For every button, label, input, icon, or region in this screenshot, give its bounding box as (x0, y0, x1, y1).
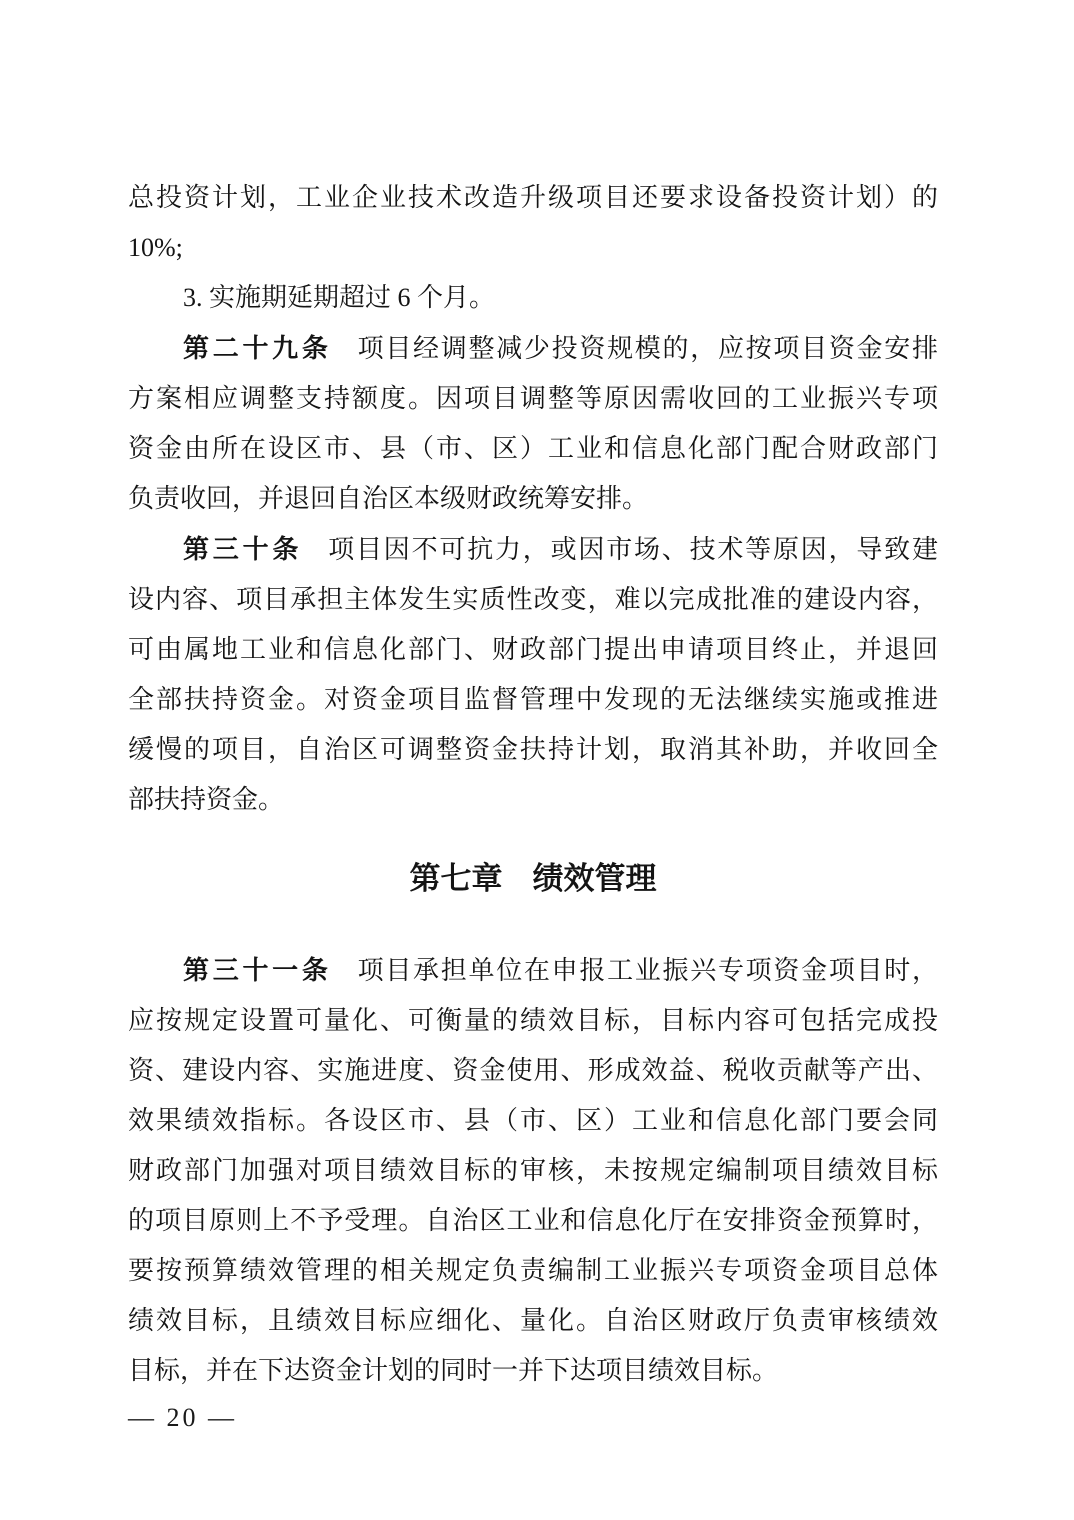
line-text: 效果绩效指标。各设区市、县（市、区）工业和信息化部门要会同 (128, 1106, 938, 1135)
line-text: 全部扶持资金。对资金项目监督管理中发现的无法继续实施或推进 (128, 685, 938, 714)
line-text: 资金由所在设区市、县（市、区）工业和信息化部门配合财政部门 (128, 434, 938, 463)
text-line (128, 1046, 938, 1096)
text-line (128, 1196, 938, 1246)
article-line (128, 323, 938, 374)
article-number: 第三十一条 (183, 955, 332, 985)
line-text: 部扶持资金。 (128, 785, 285, 814)
text-line (128, 675, 938, 725)
article-line (128, 524, 938, 575)
line-text: 财政部门加强对项目绩效目标的审核，未按规定编制项目绩效目标 (128, 1156, 938, 1185)
text-line (128, 424, 938, 474)
line-text: 可由属地工业和信息化部门、财政部门提出申请项目终止，并退回 (128, 635, 938, 664)
line-text: 资、建设内容、实施进度、资金使用、形成效益、税收贡献等产出、 (128, 1056, 938, 1085)
line-text: 项目承担单位在申报工业振兴专项资金项目时， (357, 956, 938, 985)
text-line (128, 725, 938, 775)
text-line (128, 775, 938, 825)
article-line (128, 945, 938, 996)
line-text: 方案相应调整支持额度。因项目调整等原因需收回的工业振兴专项 (128, 384, 938, 413)
line-text: 总投资计划，工业企业技术改造升级项目还要求设备投资计划）的 (128, 183, 938, 212)
text-line (128, 374, 938, 424)
text-line (128, 173, 938, 223)
chapter-title: 绩效管理 (532, 861, 657, 896)
text-line (128, 575, 938, 625)
page-number: — 20 — (128, 1403, 237, 1432)
line-text: 绩效目标，且绩效目标应细化、量化。自治区财政厅负责审核绩效 (128, 1306, 938, 1335)
chapter-heading (128, 853, 938, 905)
line-text: 目标，并在下达资金计划的同时一并下达项目绩效目标。 (128, 1356, 779, 1385)
text-line (128, 1096, 938, 1146)
text-line (128, 273, 938, 323)
text-line (128, 1296, 938, 1346)
line-text: 项目经调整减少投资规模的，应按项目资金安排 (357, 334, 938, 363)
line-text: 缓慢的项目，自治区可调整资金扶持计划，取消其补助，并收回全 (128, 735, 938, 764)
text-line (128, 996, 938, 1046)
text-line (128, 1346, 938, 1396)
document-text-block (128, 173, 938, 1396)
text-line (128, 474, 938, 524)
chapter-number: 第七章 (409, 861, 503, 896)
line-text: 的项目原则上不予受理。自治区工业和信息化厅在安排资金预算时， (128, 1206, 938, 1235)
line-text: 3. 实施期延期超过 6 个月。 (183, 283, 496, 312)
text-line (128, 1246, 938, 1296)
line-text: 负责收回，并退回自治区本级财政统筹安排。 (128, 484, 649, 513)
text-line (128, 625, 938, 675)
line-text: 要按预算绩效管理的相关规定负责编制工业振兴专项资金项目总体 (128, 1256, 938, 1285)
line-text: 10%; (128, 233, 183, 262)
line-text: 设内容、项目承担主体发生实质性改变，难以完成批准的建设内容， (128, 585, 938, 614)
line-text: 项目因不可抗力，或因市场、技术等原因，导致建 (328, 535, 938, 564)
text-line (128, 223, 938, 273)
article-number: 第二十九条 (183, 333, 332, 363)
text-line (128, 1146, 938, 1196)
line-text: 应按规定设置可量化、可衡量的绩效目标，目标内容可包括完成投 (128, 1006, 938, 1035)
article-number: 第三十条 (183, 534, 303, 564)
